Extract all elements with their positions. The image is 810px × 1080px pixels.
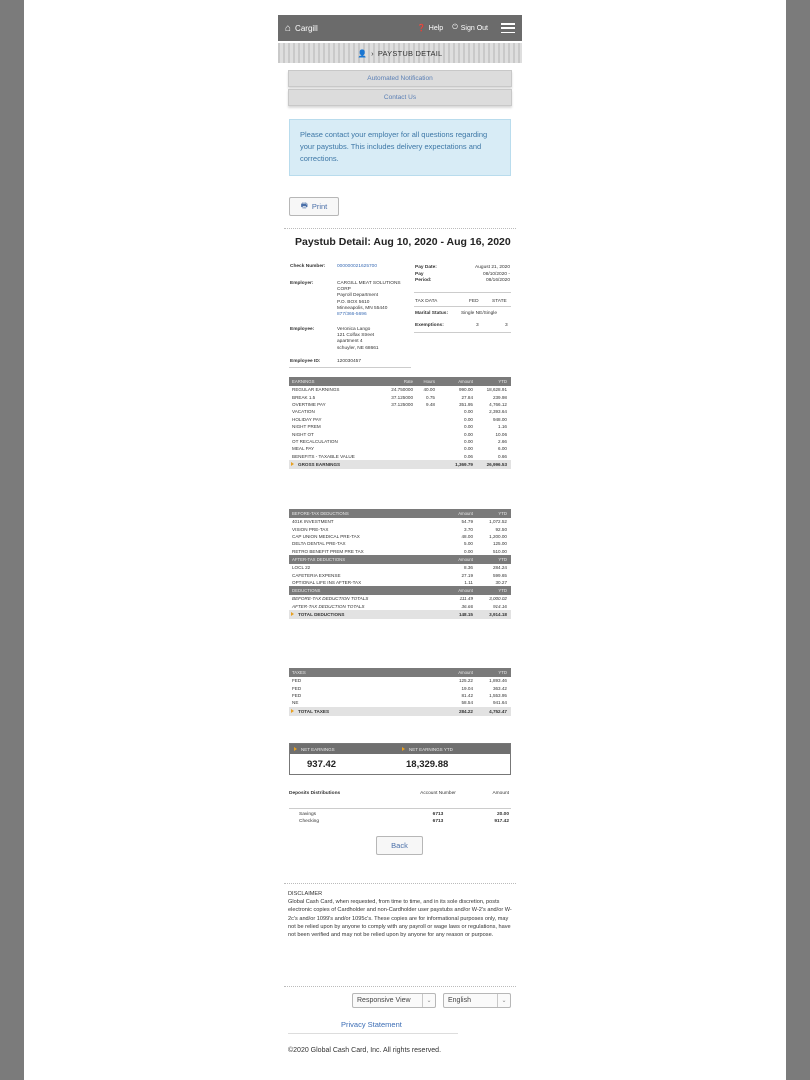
table-cell: Checking xyxy=(299,819,319,824)
table-cell: 54.79 xyxy=(461,519,473,525)
table-header: TAXES Amount YTD xyxy=(289,668,511,677)
page-title: Paystub Detail: Aug 10, 2020 - Aug 16, 2020 xyxy=(295,236,511,248)
table-cell: 125.22 xyxy=(458,678,473,684)
table-cell: 0.00 xyxy=(464,548,473,554)
table-row xyxy=(289,540,511,547)
back-button[interactable]: Back xyxy=(376,836,423,855)
chevron-down-icon: ⌄ xyxy=(422,994,435,1007)
table-header: BEFORE-TAX DEDUCTIONS Amount YTD xyxy=(289,509,511,518)
table-cell: FED xyxy=(292,692,302,698)
table-row xyxy=(289,603,511,610)
table-cell: 0.66 xyxy=(498,453,507,459)
deductions-table xyxy=(289,509,511,619)
table-row xyxy=(289,430,511,437)
employer-label: Employer: xyxy=(290,281,314,286)
print-button[interactable] xyxy=(289,197,339,216)
table-cell: BREAK 1.5 xyxy=(292,394,316,400)
table-cell: 1,893.46 xyxy=(489,678,507,684)
table-cell: BENEFITS - TAXABLE VALUE xyxy=(292,453,355,459)
home-icon: ⌂ xyxy=(285,22,292,34)
contact-us-button[interactable]: Contact Us xyxy=(288,89,512,106)
table-cell: FED xyxy=(292,685,302,691)
table-cell: NIGHT OT xyxy=(292,431,314,437)
table-cell: 510.00 xyxy=(492,548,507,554)
help-link[interactable] xyxy=(417,24,443,32)
divider xyxy=(284,883,516,884)
table-cell: NE xyxy=(292,700,299,706)
table-cell: 914.16 xyxy=(492,603,507,609)
help-icon: ❓ xyxy=(417,25,426,32)
table-cell: 125.00 xyxy=(492,541,507,547)
table-row xyxy=(289,533,511,540)
table-cell: CAP UNION MEDICAL PRE-TAX xyxy=(292,533,360,539)
table-cell: 0.75 xyxy=(426,394,435,400)
table-row xyxy=(289,579,511,586)
table-cell: 0.00 xyxy=(464,416,473,422)
info-alert: Please contact your employer for all questions regarding your paystubs. This includes delivery expectations and corrections. xyxy=(289,119,511,176)
disclaimer-title: DISCLAIMER xyxy=(288,891,323,897)
table-cell: BEFORE-TAX DEDUCTION TOTALS xyxy=(292,596,369,602)
table-cell: 6.00 xyxy=(498,446,507,452)
table-cell: 58.54 xyxy=(461,700,473,706)
table-cell: 2,393.64 xyxy=(489,409,507,415)
table-cell: 0.00 xyxy=(464,409,473,415)
table-row xyxy=(289,684,511,691)
deposit-row xyxy=(289,819,511,826)
table-cell: 27.19 xyxy=(461,572,473,578)
table-row xyxy=(289,453,511,460)
copyright: ©2020 Global Cash Card, Inc. All rights reserved. xyxy=(288,1047,442,1054)
table-cell: 5.00 xyxy=(464,541,473,547)
table-cell: 4,766.12 xyxy=(489,401,507,407)
table-cell: 599.65 xyxy=(492,572,507,578)
deposit-row xyxy=(289,812,511,819)
top-nav-bar xyxy=(278,15,522,41)
pay-period-value: 08/10/2020 - 08/16/2020 xyxy=(483,272,510,284)
table-cell: 948.00 xyxy=(492,416,507,422)
exemptions-fed: 3 xyxy=(476,323,479,328)
divider xyxy=(284,228,516,229)
table-cell: 917.42 xyxy=(494,819,509,824)
table-cell: NIGHT PREM xyxy=(292,424,321,430)
tax-data-header: TAX DATA xyxy=(415,299,438,304)
amount-header: Amount xyxy=(492,791,509,796)
divider xyxy=(288,1033,458,1034)
table-cell: OPTIONAL LIFE INS AFTER-TAX xyxy=(292,579,362,585)
language-select-value: English xyxy=(448,997,471,1004)
table-cell: 37.125000 xyxy=(391,401,413,407)
brand-name: Cargill xyxy=(295,23,318,33)
total-deductions-row: TOTAL DEDUCTIONS 148.15 3,914.18 xyxy=(289,610,511,619)
exemptions-label: Exemptions: xyxy=(415,323,444,328)
employee-id-label: Employee ID: xyxy=(290,359,321,364)
divider xyxy=(289,367,411,368)
table-cell: 0.00 xyxy=(464,446,473,452)
table-row xyxy=(289,416,511,423)
table-header: EARNINGS Rate Hours Amount YTD xyxy=(289,377,511,386)
table-cell: 239.98 xyxy=(492,394,507,400)
breadcrumb xyxy=(278,43,522,63)
table-row xyxy=(289,401,511,408)
table-row xyxy=(289,571,511,578)
table-cell: 19.04 xyxy=(461,685,473,691)
arrow-icon xyxy=(402,747,405,751)
taxes-table xyxy=(289,668,511,716)
earnings-table xyxy=(289,377,511,469)
table-cell: 401K INVESTMENT xyxy=(292,519,334,525)
table-cell: REGULAR EARNINGS xyxy=(292,387,340,393)
table-cell: Savings xyxy=(299,812,317,817)
table-cell: 3,000.02 xyxy=(489,596,507,602)
table-cell: 40.00 xyxy=(423,387,435,393)
automated-notification-button[interactable]: Automated Notification xyxy=(288,70,512,87)
fed-header: FED xyxy=(469,299,479,304)
table-cell: 1,072.52 xyxy=(489,519,507,525)
table-cell: 2.66 xyxy=(498,438,507,444)
disclaimer xyxy=(288,890,514,939)
table-cell: 9.48 xyxy=(426,401,435,407)
table-cell: 36.66 xyxy=(461,603,473,609)
divider xyxy=(414,306,511,307)
table-cell: 10.06 xyxy=(495,431,507,437)
hamburger-menu-icon[interactable] xyxy=(501,23,515,33)
sign-out-label: Sign Out xyxy=(460,24,488,32)
table-row xyxy=(289,595,511,602)
sign-out-link[interactable] xyxy=(452,24,488,32)
pay-period-label: Pay Period: xyxy=(415,272,432,284)
net-earnings-ytd-label: NET EARNINGS YTD xyxy=(409,746,453,752)
divider xyxy=(414,332,511,333)
table-cell: 1,553.95 xyxy=(489,692,507,698)
table-row xyxy=(289,518,511,525)
table-cell: 18,628.91 xyxy=(486,387,507,393)
table-header: DEDUCTIONS Amount YTD xyxy=(289,586,511,595)
account-header: Account Number xyxy=(420,791,456,796)
table-cell: 20.00 xyxy=(496,812,509,817)
net-earnings-value: 937.42 xyxy=(307,759,337,770)
table-cell: 363.42 xyxy=(492,685,507,691)
table-header: AFTER-TAX DEDUCTIONS Amount YTD xyxy=(289,555,511,564)
table-cell: 8.36 xyxy=(464,565,473,571)
table-row xyxy=(289,423,511,430)
exemptions-state: 3 xyxy=(505,323,508,328)
chevron-down-icon: ⌄ xyxy=(497,994,510,1007)
table-cell: DELTA DENTAL PRE-TAX xyxy=(292,541,346,547)
employer-phone-link[interactable]: 877/366-5696 xyxy=(337,312,367,318)
table-cell: 351.95 xyxy=(458,401,473,407)
table-row xyxy=(289,564,511,571)
total-taxes-row: TOTAL TAXES 284.22 4,752.47 xyxy=(289,707,511,716)
net-earnings-label: NET EARNINGS xyxy=(301,746,335,752)
expand-arrow-icon[interactable] xyxy=(291,612,294,616)
table-row xyxy=(289,408,511,415)
table-row xyxy=(289,548,511,555)
net-earnings-box xyxy=(289,743,511,775)
printer-icon: 🖶 xyxy=(300,201,308,210)
table-row xyxy=(289,525,511,532)
table-cell: OVERTIME PAY xyxy=(292,401,326,407)
arrow-icon xyxy=(294,747,297,751)
table-cell: 27.84 xyxy=(461,394,473,400)
net-earnings-ytd-value: 18,329.88 xyxy=(406,759,449,770)
employer-address: CARGILL MEAT SOLUTIONS CORP Payroll Department P.O. BOX 5610 Minneapolis, MN 55440 877/366-5696 xyxy=(337,281,417,318)
expand-arrow-icon[interactable] xyxy=(291,462,294,466)
expand-arrow-icon[interactable] xyxy=(291,709,294,713)
table-cell: FED xyxy=(292,678,302,684)
table-cell: 92.50 xyxy=(495,526,507,532)
page-section-title: PAYSTUB DETAIL xyxy=(377,48,443,58)
deposits-title: Deposits Distributions xyxy=(289,791,341,796)
table-cell: 24.750000 xyxy=(391,387,413,393)
table-cell: 3.70 xyxy=(464,526,473,532)
view-select-value: Responsive View xyxy=(357,997,411,1004)
table-cell: 111.49 xyxy=(459,596,473,602)
table-cell: 1.16 xyxy=(498,424,507,430)
table-cell: 1.11 xyxy=(464,579,473,585)
table-cell: RETRO BENEFIT PREM PRE TAX xyxy=(292,548,364,554)
table-cell: 6713 xyxy=(432,819,444,824)
table-cell: 30.27 xyxy=(495,579,507,585)
table-cell: 941.64 xyxy=(492,700,507,706)
gross-earnings-row: GROSS EARNINGS 1,369.79 26,996.53 xyxy=(289,460,511,469)
chevron-right-icon: › xyxy=(371,48,374,58)
privacy-statement-link[interactable]: Privacy Statement xyxy=(341,1020,402,1029)
table-cell: AFTER-TAX DEDUCTION TOTALS xyxy=(292,603,365,609)
table-row xyxy=(289,386,511,393)
pay-date-label: Pay Date: xyxy=(415,265,437,270)
employee-label: Employee: xyxy=(290,327,315,332)
table-cell: VACATION xyxy=(292,409,315,415)
table-row xyxy=(289,438,511,445)
employee-id-value: 120030457 xyxy=(337,359,362,364)
table-cell: 0.00 xyxy=(464,431,473,437)
table-cell: CAFETERIA EXPENSE xyxy=(292,572,341,578)
table-cell: 48.00 xyxy=(461,533,473,539)
table-cell: VISION PRE-TAX xyxy=(292,526,329,532)
divider xyxy=(414,292,511,293)
marital-status-value: Single NE/Single xyxy=(461,311,497,316)
state-header: STATE xyxy=(492,299,507,304)
employee-address: Veronica Lango 121 Colfax Street apartment 4 schuyler, NE 68661 xyxy=(337,327,379,351)
view-select[interactable] xyxy=(352,993,436,1008)
print-label: Print xyxy=(311,202,328,211)
check-number-value[interactable]: 000000021625700 xyxy=(337,264,378,269)
table-cell: 6713 xyxy=(432,812,444,817)
help-label: Help xyxy=(428,24,444,32)
table-cell: 37.125000 xyxy=(391,394,413,400)
check-number-label: Check Number: xyxy=(290,264,326,269)
table-cell: 1,200.00 xyxy=(489,533,507,539)
table-cell: 990.00 xyxy=(458,387,473,393)
language-select[interactable] xyxy=(443,993,511,1008)
table-cell: OT RECALCULATION xyxy=(292,438,338,444)
disclaimer-text: Global Cash Card, when requested, from time to time, and in its sole discretion, posts electronic copies of Cardholder and non-Cardholder user paystubs and/or W-2's and/or W-2c's and/or 1099's and/or 1095c's. These copies are for informational purposes only, may not be relied upon by anyone to comply with any payroll or wage laws or regulations, have not been verified and may not be relied upon by anyone for any reason or purpose. xyxy=(288,899,512,939)
table-row xyxy=(289,699,511,706)
power-icon: ⏻ xyxy=(452,24,458,31)
table-row xyxy=(289,677,511,684)
table-cell: 0.06 xyxy=(464,453,473,459)
table-cell: LOCL 22 xyxy=(292,565,311,571)
table-cell: 284.24 xyxy=(492,565,507,571)
table-cell: 0.00 xyxy=(464,438,473,444)
marital-status-label: Marital Status: xyxy=(415,311,449,316)
deposits-distributions xyxy=(289,791,511,826)
table-cell: 0.00 xyxy=(464,424,473,430)
pay-date-value: August 21, 2020 xyxy=(475,265,510,270)
brand-link[interactable] xyxy=(285,23,417,34)
table-row xyxy=(289,393,511,400)
user-icon: 👤 xyxy=(357,48,368,58)
table-row xyxy=(289,445,511,452)
table-cell: 81.42 xyxy=(461,692,473,698)
divider xyxy=(284,986,516,987)
table-cell: HOLIDAY PAY xyxy=(292,416,322,422)
table-row xyxy=(289,692,511,699)
table-cell: MEAL PAY xyxy=(292,446,315,452)
